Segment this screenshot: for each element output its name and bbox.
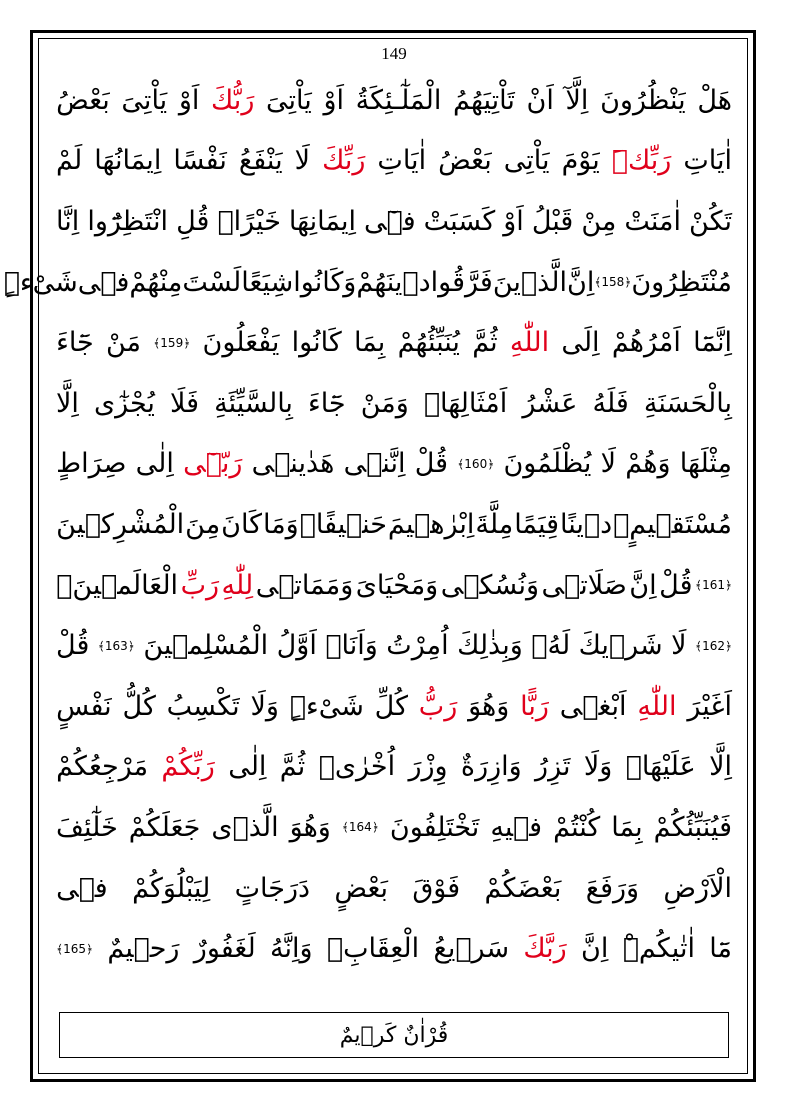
word: مِنْ <box>581 205 617 237</box>
word: يَوْمَ <box>561 145 600 177</box>
word: لَا <box>671 630 687 662</box>
word: اِلٰى <box>228 751 267 783</box>
word: اَبْغٖى <box>559 690 627 722</box>
divine-name-word: رَبُّ <box>418 690 458 722</box>
word: اٰمَنَتْ <box>624 205 681 237</box>
word: فَرَّقُوا <box>430 266 493 298</box>
word: اَوْ <box>503 205 524 237</box>
text-line <box>3 252 732 313</box>
word: تَخْتَلِفُونَ <box>389 811 480 843</box>
word: مِنَ <box>185 508 221 540</box>
word: لَا <box>294 145 311 177</box>
word: مِلَّةَ <box>475 508 514 540</box>
ayah-number: ﴿161﴾ <box>695 578 732 593</box>
word: وَنُسُكٖى <box>440 569 539 601</box>
word: الَّذٖينَ <box>492 266 568 298</box>
word: اَوَّلُ <box>276 630 317 662</box>
ayah-number: ﴿160﴾ <box>457 456 495 471</box>
word: قُلْ <box>414 448 449 480</box>
ayah-number: ﴿162﴾ <box>695 638 732 653</box>
word: لَهُۚ <box>531 630 571 662</box>
word: كَانُوا <box>291 327 342 359</box>
word: اِلَّآ <box>565 84 589 116</box>
word: وَمَحْيَاىَ <box>355 569 439 601</box>
ayah-number: ﴿158﴾ <box>594 275 632 290</box>
word: اُمِرْتُ <box>386 630 449 662</box>
word: ثُمَّ <box>279 751 306 783</box>
word: اِنَّنٖى <box>343 448 406 480</box>
word: فٖيهِ <box>490 811 543 843</box>
word: عَلَيْهَاۚ <box>625 751 696 783</box>
word: شِيَعًا <box>241 266 294 298</box>
divine-name-word: رَبِّكَۜ <box>611 145 672 177</box>
word: مَٓا <box>709 933 732 965</box>
word: لَا <box>600 448 617 480</box>
divine-name-word: اللّٰهِ <box>509 327 550 359</box>
word: نَفْسٍ <box>56 690 112 722</box>
word: فٖى <box>77 266 130 298</box>
word: رَحٖيمٌ <box>107 933 180 965</box>
word: عَشْرُ <box>522 387 578 419</box>
word: اُخْرٰىۚ <box>318 751 396 783</box>
word: يَنْفَعُ <box>238 145 283 177</box>
word: اِلَى <box>561 327 600 359</box>
word: فٖٓى <box>363 205 416 237</box>
page-number: 149 <box>381 44 407 63</box>
text-line <box>56 70 732 131</box>
divine-name-word: رَبًّا <box>520 690 549 722</box>
word: وَرَفَعَ <box>585 872 640 904</box>
word: وَلَا <box>250 690 279 722</box>
word: اٰيَاتِ <box>683 145 732 177</box>
word: لَسْتَ <box>182 266 242 298</box>
word: اِلَّا <box>56 387 79 419</box>
word: لَمْ <box>56 145 83 177</box>
word: فٖى <box>56 872 108 904</box>
word: لَغَفُورٌ <box>193 933 256 965</box>
word: اِنَّ <box>629 569 657 601</box>
word: دٖينَهُمْ <box>356 266 431 298</box>
word: صِرَاطٍ <box>56 448 127 480</box>
word: قُلِ <box>176 205 210 237</box>
word: بِمَا <box>353 327 386 359</box>
word: مَنْ <box>106 327 142 359</box>
word: وَهُمْ <box>625 448 671 480</box>
text-line <box>56 555 732 616</box>
word: اَغَيْرَ <box>687 690 732 722</box>
word: تَزِرُ <box>535 751 571 783</box>
ayah-number: ﴿163﴾ <box>97 638 135 653</box>
word: اٰيَاتِ <box>377 145 427 177</box>
word: مِنْهُمْ <box>129 266 183 298</box>
text-line <box>56 737 732 798</box>
word: جَعَلَكُمْ <box>128 811 201 843</box>
word: وَهُوَ <box>468 690 510 722</box>
word: ثُمَّ <box>472 327 498 359</box>
word: تَكْسِبُ <box>166 690 240 722</box>
word: هَلْ <box>697 84 732 116</box>
word: اَوْ <box>178 84 200 116</box>
word: بَعْضَكُمْ <box>484 872 562 904</box>
word: وَبِذٰلِكَ <box>457 630 523 662</box>
word: اِيمَانُهَا <box>94 145 162 177</box>
word: اَمْثَالِهَاۚ <box>423 387 508 419</box>
word: شَىْءٍۜ <box>3 266 78 298</box>
divine-name-word: رَبّٖٓى <box>183 448 243 480</box>
word: حَنٖيفًاۚ <box>299 508 387 540</box>
word: اِنَّ <box>581 933 609 965</box>
word: الْمُسْلِمٖينَ <box>143 630 269 662</box>
text-line <box>56 312 732 373</box>
word: الْمَلٰٓـئِكَةُ <box>355 84 442 116</box>
word: فَلَا <box>170 387 200 419</box>
word: مَرْجِعُكُمْ <box>56 751 149 783</box>
word: كُنْتُمْ <box>553 811 601 843</box>
word: دٖينًا <box>560 508 613 540</box>
word: وَازِرَةٌ <box>460 751 522 783</box>
word: وَهُوَ <box>289 811 331 843</box>
divine-name-word: لِلّٰهِ <box>221 569 254 601</box>
word: اِنَّ <box>567 266 595 298</box>
word: وَاَنَا۬ <box>325 630 378 662</box>
word: بَعْضُ <box>56 84 110 116</box>
word: اِبْرٰهٖيمَ <box>387 508 475 540</box>
word: وَمَا <box>262 508 299 540</box>
word: الْعِقَابِۘ <box>326 933 420 965</box>
word: اِلٰى <box>135 448 174 480</box>
word: وَلَا <box>583 751 613 783</box>
footer-box <box>59 1012 729 1058</box>
word: بِالْحَسَنَةِ <box>643 387 732 419</box>
word: تَكُنْ <box>689 205 732 237</box>
word: مُسْتَقٖيمٍۚ <box>613 508 732 540</box>
quran-text-block <box>3 70 732 979</box>
word: الْمُشْرِكٖينَ <box>56 508 185 540</box>
word: وِزْرَ <box>408 751 448 783</box>
word: فَلَهُ <box>592 387 629 419</box>
footer-title: قُرْاٰنٌ كَرٖيمٌ <box>339 1022 449 1048</box>
text-line <box>56 494 732 555</box>
word: انْتَظِرُٓوا <box>87 205 169 237</box>
word: هَدٰينٖى <box>251 448 335 480</box>
text-line <box>56 373 732 434</box>
word: شَىْءٍۜ <box>289 690 364 722</box>
word: اِلَّا <box>709 751 732 783</box>
divine-name-word: رَبِّكَ <box>322 145 366 177</box>
word: قُلْ <box>56 630 90 662</box>
text-line <box>56 615 732 676</box>
word: اِيمَانِهَا <box>288 205 356 237</box>
word: صَلَاتٖى <box>541 569 627 601</box>
word: وَمَمَاتٖى <box>255 569 354 601</box>
word: سَرٖيعُ <box>433 933 510 965</box>
text-line <box>56 191 732 252</box>
word: يَفْعَلُونَ <box>202 327 280 359</box>
ayah-number: ﴿165﴾ <box>56 941 94 956</box>
word: بَعْضُ <box>438 145 492 177</box>
word: شَرٖيكَ <box>578 630 663 662</box>
word: يُنَبِّئُهُمْ <box>397 327 460 359</box>
word: قُلْ <box>659 569 693 601</box>
word: كَسَبَتْ <box>423 205 496 237</box>
word: اٰتٰيكُمْۜ <box>622 933 695 965</box>
word: جَٓاءَ <box>308 387 346 419</box>
word: وَاِنَّهُ <box>270 933 313 965</box>
word: يُجْزٰٓى <box>93 387 155 419</box>
word: يَنْظُرُونَ <box>600 84 686 116</box>
divine-name-word: رَبِّكُمْ <box>161 751 215 783</box>
word: يُظْلَمُونَ <box>503 448 592 480</box>
word: خَلٰٓئِفَ <box>56 811 118 843</box>
word: بَعْضٍ <box>334 872 389 904</box>
word: يَاْتِىَ <box>121 84 168 116</box>
ayah-number: ﴿159﴾ <box>153 335 191 350</box>
word: اَمْرُهُمْ <box>611 327 681 359</box>
divine-name-word: رَبِّ <box>180 569 220 601</box>
text-line <box>56 131 732 192</box>
word: يَاْتِى <box>503 145 550 177</box>
word: لِيَبْلُوَكُمْ <box>132 872 211 904</box>
text-line <box>56 797 732 858</box>
divine-name-word: اللّٰهِ <box>637 690 677 722</box>
divine-name-word: رَبُّكَ <box>211 84 255 116</box>
word: وَكَانُوا <box>293 266 357 298</box>
text-line <box>56 434 732 495</box>
ayah-number: ﴿164﴾ <box>341 820 379 835</box>
word: بِمَا <box>611 811 643 843</box>
word: فَيُنَبِّئُكُمْ <box>653 811 732 843</box>
word: خَيْرًاۜ <box>217 205 281 237</box>
word: وَمَنْ <box>360 387 409 419</box>
word: نَفْسًا <box>173 145 227 177</box>
word: الْاَرْضِ <box>663 872 732 904</box>
word: مُنْتَظِرُونَ <box>631 266 732 298</box>
word: جَٓاءَ <box>56 327 94 359</box>
text-line <box>56 858 732 919</box>
divine-name-word: رَبَّكَ <box>523 933 567 965</box>
word: اَوْ <box>323 84 344 116</box>
word: تَاْتِيَهُمُ <box>453 84 515 116</box>
word: كُلُّ <box>122 690 156 722</box>
word: اِنَّمَٓا <box>693 327 732 359</box>
word: مِثْلَهَا <box>679 448 732 480</box>
word: بِالسَّيِّئَةِ <box>214 387 293 419</box>
word: الَّذٖى <box>211 811 279 843</box>
word: قَبْلُ <box>531 205 574 237</box>
word: فَوْقَ <box>412 872 461 904</box>
text-line <box>56 918 732 979</box>
word: اَنْ <box>526 84 554 116</box>
word: الْعَالَمٖينَۙ <box>56 569 179 601</box>
word: قِيَمًا <box>514 508 560 540</box>
text-line <box>56 676 732 737</box>
word: دَرَجَاتٍ <box>234 872 311 904</box>
word: يَاْتِىَ <box>266 84 312 116</box>
word: كُلِّ <box>374 690 408 722</box>
word: كَانَ <box>221 508 263 540</box>
word: اِنَّا <box>56 205 80 237</box>
